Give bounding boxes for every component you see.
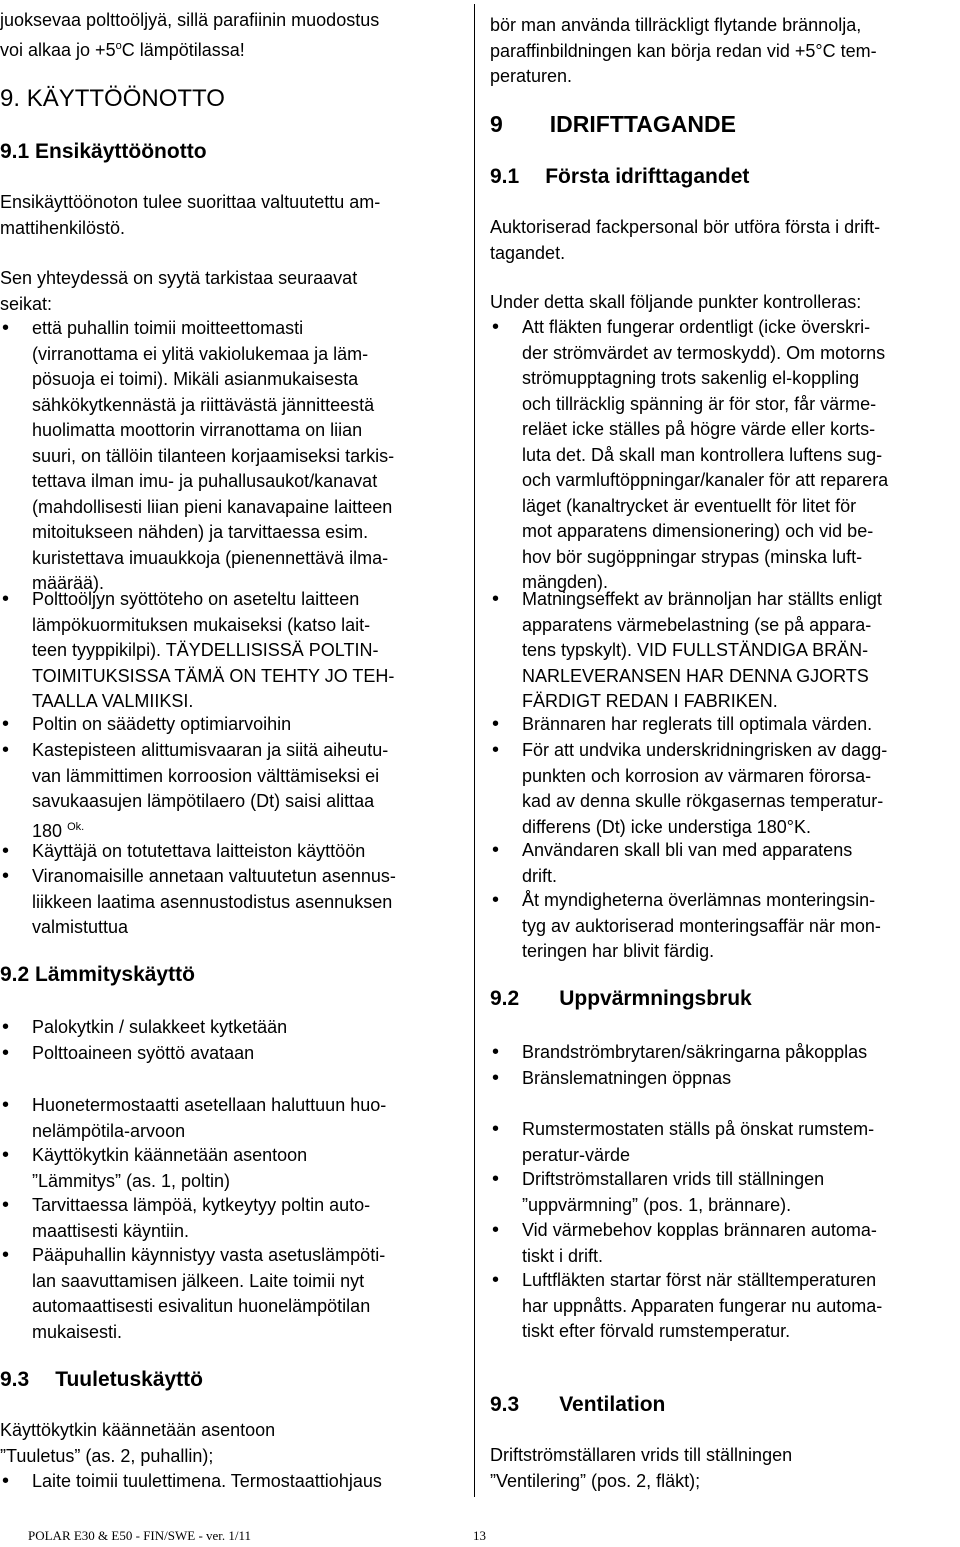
list-item: • Bränslematningen öppnas (490, 1066, 731, 1092)
heading-9: 9 IDRIFTTAGANDE (490, 111, 736, 137)
page-number: 13 (473, 1528, 486, 1543)
list-item: • Kastepisteen alittumisvaaran ja siitä aiheutu- van lämmittimen korroosion välttämiseksi ei savukaasujen lämpötilaero (Dt) saisi alittaa 180 $^{Ok.}$ (0, 738, 388, 844)
list-item: • Att fläkten fungerar ordentligt (icke överskri- der strömvärdet av termoskydd). Om motorns strömupptagning trots sakenlig el-koppling och tillräcklig spänning är för stor, får värme- reläet icke ställes på högre värde eller korts- luta det. Då skall man kontrollera luftens sug- och varmluftöppningar/kanaler för att reparera läget (kanaltrycket är eventuellt för litet för mot apparatens dimensionering) och vid be- hov bör sugöppningar strypas (minska luft- mängden). (490, 315, 888, 596)
paragraph-3: Driftströmställaren vrids till ställningen ”Ventilering” (pos. 2, fläkt); (490, 1445, 793, 1491)
heading-9: 9. KÄYTTÖÖNOTTO (0, 85, 225, 112)
list-item: • Åt myndigheterna överlämnas monteringsin- tyg av auktoriserad monteringsaffär när mon- teringen har blivit färdig. (490, 888, 881, 965)
list-item: • Palokytkin / sulakkeet kytketään (0, 1015, 287, 1041)
heading-9-3: 9.3 Tuuletuskäyttö (0, 1368, 203, 1391)
paragraph-1: Ensikäyttöönoton tulee suorittaa valtuutettu am- mattihenkilöstö. (0, 192, 381, 238)
list-item: • Luftfläkten startar först när ställtemperaturen har uppnåtts. Apparaten fungerar nu automa- tiskt efter förvald rumstemperatur. (490, 1268, 882, 1345)
intro-text: juoksevaa polttoöljyä, sillä parafiinin muodostus voi alkaa jo $+5^oC$ lämpötilassa! (0, 10, 380, 60)
list-item: • Polttoöljyn syöttöteho on aseteltu laitteen lämpökuormituksen mukaiseksi (katso lait- teen tyyppikilpi). TÄYDELLISISSÄ POLTIN- TOIMITUKSISSA TÄMÄ ON TEHTY JO TEH- TAALLA VALMIIKSI. (0, 587, 394, 715)
paragraph-2: Sen yhteydessä on syytä tarkistaa seuraavat seikat: (0, 268, 358, 314)
list-item: • Käyttökytkin käännetään asentoon ”Lämmitys” (as. 1, poltin) (0, 1143, 307, 1194)
list-item: • Tarvittaessa lämpöä, kytkeytyy poltin auto- maattisesti käyntiin. (0, 1193, 370, 1244)
list-item: • Rumstermostaten ställs på önskat rumstem- peratur-värde (490, 1117, 874, 1168)
list-item: • Viranomaisille annetaan valtuutetun asennus- liikkeen laatima asennustodistus asennuksen valmistuttua (0, 864, 396, 941)
list-item: • että puhallin toimii moitteettomasti (virranottama ei ylitä vakiolukemaa ja läm- pösuoja ei toimi). Mikäli asianmukaisesta sähkökytkennästä ja riittävästä jännitteestä huolimatta moottorin virranottama on liian suuri, on tällöin tilanteen korjaamiseksi tarkis- tettava ilman imu- ja puhallusaukot/kanavat (mahdollisesti liian pieni kanavapaine laitteen mitoitukseen nähden) ja tarvittaessa esim. kuristettava imuaukkoja (pienennettävä ilma- määrää). (0, 316, 394, 597)
list-item: • Käyttäjä on totutettava laitteiston käyttöön (0, 839, 365, 865)
list-item: • Driftströmstallaren vrids till ställningen ”uppvärmning” (pos. 1, brännare). (490, 1167, 824, 1218)
heading-9-2: 9.2 Lämmityskäyttö (0, 963, 195, 986)
list-item: • Användaren skall bli van med apparatens drift. (490, 838, 852, 889)
paragraph-3: Käyttökytkin käännetään asentoon ”Tuuletus” (as. 2, puhallin); (0, 1420, 276, 1466)
list-item: • Polttoaineen syöttö avataan (0, 1041, 254, 1067)
list-item: • Matningseffekt av brännoljan har ställts enligt apparatens värmebelastning (se på appara- tens typskylt). VID FULLSTÄNDIGA BRÄN- NARLEVERANSEN HAR DENNA GJORTS FÄRDIGT REDAN I FABRIKEN. (490, 587, 882, 715)
heading-9-1: 9.1 Ensikäyttöönotto (0, 140, 207, 163)
paragraph-1: Auktoriserad fackpersonal bör utföra första i drift- tagandet. (490, 217, 881, 263)
paragraph-2: Under detta skall följande punkter kontrolleras: (490, 292, 862, 312)
list-item: • Pääpuhallin käynnistyy vasta asetuslämpöti- lan saavuttamisen jälkeen. Laite toimii nyt automaattisesti esivalitun huonelämpötilan mukaisesti. (0, 1243, 385, 1345)
heading-9-2: 9.2 Uppvärmningsbruk (490, 987, 752, 1010)
heading-9-1: 9.1 Första idrifttagandet (490, 165, 750, 188)
list-item: • Brandströmbrytaren/säkringarna påkopplas (490, 1040, 867, 1066)
list-item: • Brännaren har reglerats till optimala värden. (490, 712, 872, 738)
list-item: • Huonetermostaatti asetellaan haluttuun huo- nelämpötila-arvoon (0, 1093, 386, 1144)
heading-9-3: 9.3 Ventilation (490, 1393, 666, 1416)
list-item: • Vid värmebehov kopplas brännaren automa- tiskt i drift. (490, 1218, 877, 1269)
list-item: • Laite toimii tuulettimena. Termostaattiohjaus (0, 1469, 382, 1495)
footer-doc-ref: POLAR E30 & E50 - FIN/SWE - ver. 1/11 (28, 1528, 252, 1543)
column-divider (474, 4, 475, 1497)
intro-text: bör man använda tillräckligt flytande brännolja, paraffinbildningen kan börja redan vid +5°C tem- peraturen. (490, 15, 877, 86)
list-item: • För att undvika underskridningrisken av dagg- punkten och korrosion av värmaren förorsa- kad av denna skulle rökgasernas temperatur- differens (Dt) icke understiga 180°K. (490, 738, 887, 840)
list-item: • Poltin on säädetty optimiarvoihin (0, 712, 291, 738)
